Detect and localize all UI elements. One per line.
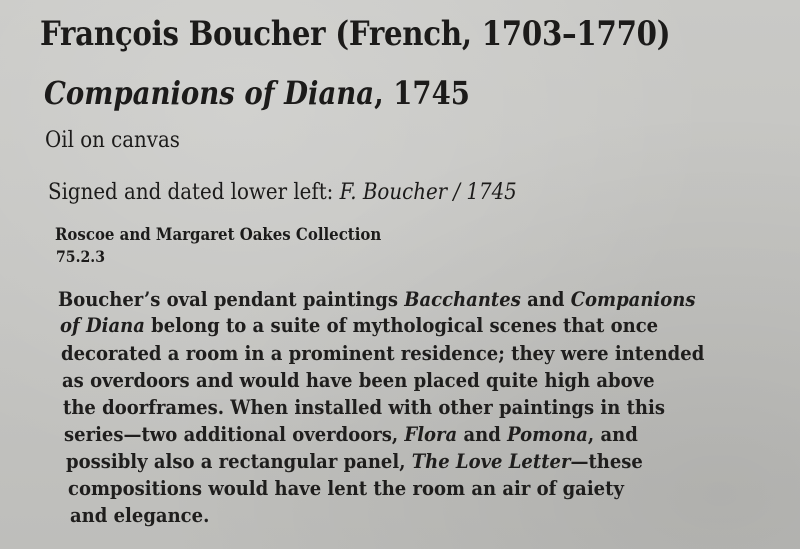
artwork-year: , 1745 bbox=[374, 74, 470, 112]
artwork-reference: The Love Letter bbox=[411, 449, 571, 473]
description-line bbox=[58, 287, 695, 311]
description-text: series—two additional overdoors, bbox=[64, 422, 405, 446]
description-text: possibly also a rectangular panel, bbox=[66, 449, 412, 473]
artwork-reference: Companions bbox=[570, 287, 696, 311]
artwork-reference: Bacchantes bbox=[404, 287, 521, 311]
description-text: Boucher’s oval pendant paintings bbox=[58, 287, 405, 311]
description-line: as overdoors and would have been placed quite high above bbox=[62, 368, 655, 392]
accession-number: 75.2.3 bbox=[56, 247, 105, 266]
description-line: compositions would have lent the room an air of gaiety bbox=[68, 476, 624, 500]
description-text: —these bbox=[570, 449, 643, 473]
signature-note bbox=[48, 180, 517, 205]
description-line: decorated a room in a prominent residence; they were intended bbox=[61, 341, 705, 365]
description-text: and bbox=[457, 422, 508, 446]
description-line bbox=[66, 449, 643, 473]
medium: Oil on canvas bbox=[45, 128, 180, 153]
description-text: and bbox=[520, 287, 571, 311]
artwork-reference: Pomona bbox=[507, 422, 588, 446]
signature-prefix: Signed and dated lower left: bbox=[48, 180, 340, 205]
description-text: belong to a suite of mythological scenes that once bbox=[144, 313, 659, 337]
artwork-title-line bbox=[44, 74, 470, 112]
artwork-reference: of Diana bbox=[60, 313, 145, 337]
description-line: and elegance. bbox=[70, 503, 210, 527]
credit-line: Roscoe and Margaret Oakes Collection bbox=[55, 225, 382, 245]
description-line: the doorframes. When installed with other paintings in this bbox=[63, 395, 665, 419]
description-text: , and bbox=[587, 422, 638, 446]
description-line bbox=[64, 422, 638, 446]
artist-line: François Boucher (French, 1703–1770) bbox=[40, 14, 671, 54]
signature-inscription: F. Boucher / 1745 bbox=[339, 180, 517, 205]
description-line bbox=[60, 313, 658, 337]
artwork-reference: Flora bbox=[404, 422, 458, 446]
artwork-title: Companions of Diana bbox=[44, 74, 375, 112]
